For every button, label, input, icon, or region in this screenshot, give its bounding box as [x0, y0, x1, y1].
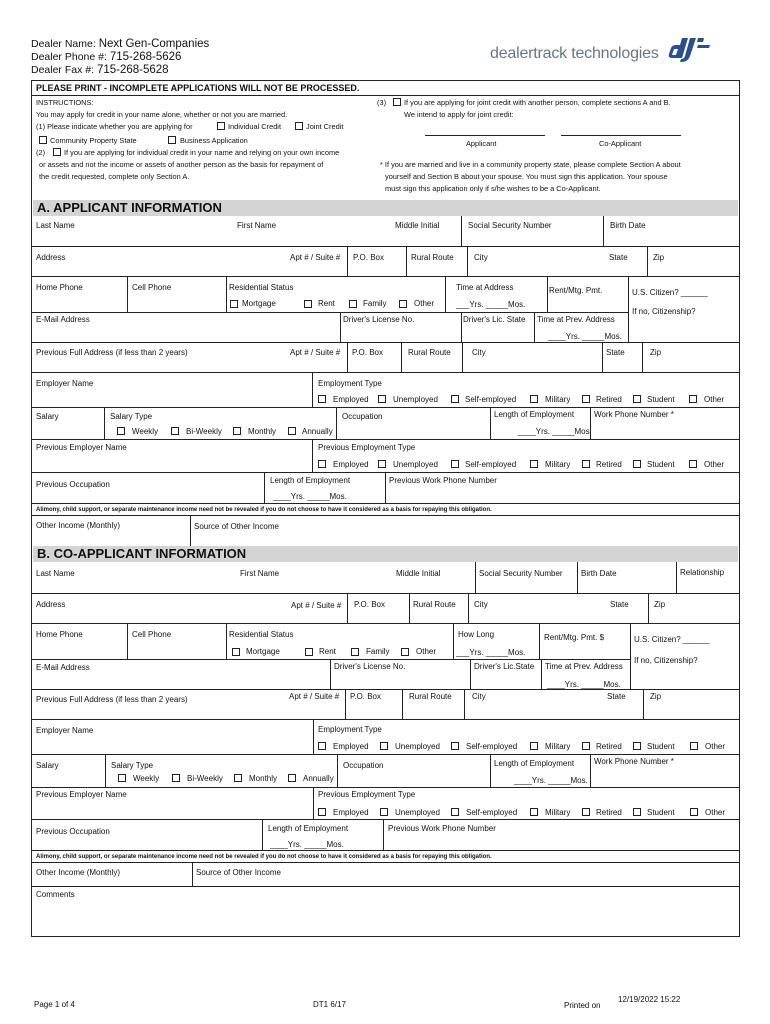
- b-weekly-label: Weekly: [133, 774, 160, 783]
- b-last-name-label: Last Name: [36, 569, 75, 578]
- b-ssn-label: Social Security Number: [479, 569, 563, 578]
- b-prev-work-phone-label: Previous Work Phone Number: [388, 824, 496, 833]
- a-annually-label: Annually: [302, 427, 333, 436]
- b-weekly-checkbox[interactable]: [118, 774, 126, 782]
- a-source-income-label: Source of Other Income: [194, 522, 279, 531]
- a-annually-checkbox[interactable]: [288, 427, 296, 435]
- a-prev-military-label: Military: [545, 460, 571, 469]
- a-ssn-label: Social Security Number: [468, 221, 552, 230]
- business-application-checkbox[interactable]: [168, 136, 176, 144]
- a-drivers-license-label: Driver's License No.: [343, 315, 415, 324]
- a-prev-student-label: Student: [647, 460, 675, 469]
- a-biweekly-label: Bi-Weekly: [186, 427, 222, 436]
- a-rent-mtg-label: Rent/Mtg. Pmt.: [549, 286, 603, 295]
- b-prev-state-label: State: [607, 692, 626, 701]
- a-prev-zip-label: Zip: [650, 348, 662, 357]
- b-unemployed-checkbox[interactable]: [380, 742, 388, 750]
- b-unemployed-label: Unemployed: [395, 742, 440, 751]
- individual-credit-checkbox[interactable]: [217, 122, 225, 130]
- applicant-sign-line[interactable]: [425, 135, 545, 136]
- b-prev-unemployed-label: Unemployed: [395, 808, 440, 817]
- a-prev-other-label: Other: [704, 460, 725, 469]
- a-time-at-address-yrs: ___Yrs. _____Mos.: [456, 300, 526, 309]
- joint-credit-checkbox[interactable]: [295, 122, 303, 130]
- instructions-title: INSTRUCTIONS:: [36, 98, 94, 107]
- instructions-line3-num: (2): [36, 148, 46, 157]
- instructions-line3: If you are applying for individual credit in your name and relying on your own income: [64, 148, 340, 157]
- a-monthly-checkbox[interactable]: [233, 427, 241, 435]
- b-prev-other-checkbox[interactable]: [690, 808, 698, 816]
- a-prev-self-employed-checkbox[interactable]: [451, 460, 459, 468]
- a-military-checkbox[interactable]: [530, 395, 538, 403]
- b-prev-occupation-label: Previous Occupation: [36, 827, 110, 836]
- a-prev-length-emp-label: Length of Employment: [270, 476, 351, 485]
- b-prev-employer-label: Previous Employer Name: [36, 790, 127, 799]
- b-home-phone-label: Home Phone: [36, 630, 83, 639]
- b-biweekly-checkbox[interactable]: [172, 774, 180, 782]
- instructions-line2: (1) Please indicate whether you are applying for: [36, 122, 193, 131]
- b-mortgage-checkbox[interactable]: [232, 648, 240, 656]
- b-prev-unemployed-checkbox[interactable]: [380, 808, 388, 816]
- dealer-name-row: [31, 40, 209, 49]
- a-biweekly-checkbox[interactable]: [171, 427, 179, 435]
- a-middle-initial-label: Middle Initial: [395, 221, 440, 230]
- b-residential-status-label: Residential Status: [229, 630, 294, 639]
- b-rent-label: Rent: [319, 647, 336, 656]
- b-occupation-label: Occupation: [343, 761, 384, 770]
- a-last-name-label: Last Name: [36, 221, 75, 230]
- b-source-income-label: Source of Other Income: [196, 868, 281, 877]
- instructions-r3: yourself and Section B about your spouse. You must sign this application. Your spouse: [385, 172, 668, 181]
- b-comments-label: Comments: [36, 890, 75, 899]
- a-weekly-label: Weekly: [132, 427, 159, 436]
- coapplicant-sign-line[interactable]: [561, 135, 681, 136]
- a-time-prev-label: Time at Prev. Address: [537, 315, 615, 324]
- b-rural-route-label: Rural Route: [413, 600, 456, 609]
- a-unemployed-checkbox[interactable]: [378, 395, 386, 403]
- a-zip-label: Zip: [653, 253, 665, 262]
- a-prev-self-employed-label: Self-employed: [465, 460, 517, 469]
- a-family-label: Family: [363, 299, 387, 308]
- b-length-emp-yrs: ____Yrs. _____Mos.: [514, 776, 588, 785]
- a-prev-other-checkbox[interactable]: [689, 460, 697, 468]
- b-us-citizen-label: U.S. Citizen? ______: [634, 635, 710, 644]
- dealer-phone-row: [31, 53, 181, 62]
- b-prev-po-box-label: P.O. Box: [350, 692, 381, 701]
- a-prev-length-emp-yrs: ____Yrs. _____Mos.: [273, 492, 347, 501]
- a-prev-city-label: City: [472, 348, 486, 357]
- joint-credit-label: Joint Credit: [306, 122, 344, 131]
- a-prev-state-label: State: [606, 348, 625, 357]
- b-employer-label: Employer Name: [36, 726, 94, 735]
- b-other-emp-label: Other: [705, 742, 726, 751]
- a-first-name-label: First Name: [237, 221, 277, 230]
- b-other-income-label: Other Income (Monthly): [36, 868, 121, 877]
- a-unemployed-label: Unemployed: [393, 395, 438, 404]
- b-prev-employed-label: Employed: [333, 808, 369, 817]
- instructions-line3d: the credit requested, complete only Section A.: [39, 172, 190, 181]
- b-zip-label: Zip: [654, 600, 666, 609]
- b-time-prev-label: Time at Prev. Address: [545, 662, 623, 671]
- a-prev-apt-label: Apt # / Suite #: [290, 348, 341, 357]
- a-mortgage-checkbox[interactable]: [230, 300, 238, 308]
- a-prev-employed-label: Employed: [333, 460, 369, 469]
- b-emp-type-label: Employment Type: [318, 725, 382, 734]
- b-military-label: Military: [545, 742, 571, 751]
- a-if-no-citizenship: If no, Citizenship?: [632, 307, 696, 316]
- a-military-label: Military: [545, 395, 571, 404]
- b-apt-label: Apt # / Suite #: [291, 601, 342, 610]
- b-prev-student-label: Student: [647, 808, 675, 817]
- dealer-fax-label: Dealer Fax #:: [31, 64, 95, 76]
- a-other-res-label: Other: [414, 299, 435, 308]
- b-relationship-label: Relationship: [680, 568, 725, 577]
- b-drivers-license-label: Driver's License No.: [334, 662, 406, 671]
- notice-text: PLEASE PRINT - INCOMPLETE APPLICATIONS WILL NOT BE PROCESSED.: [36, 83, 360, 93]
- b-retired-label: Retired: [596, 742, 622, 751]
- a-family-checkbox[interactable]: [349, 300, 357, 308]
- a-length-emp-label: Length of Employment: [494, 410, 575, 419]
- a-prev-unemployed-checkbox[interactable]: [378, 460, 386, 468]
- b-prev-length-emp-label: Length of Employment: [268, 824, 349, 833]
- b-rent-mtg-label: Rent/Mtg. Pmt. $: [544, 633, 605, 642]
- a-apt-label: Apt # / Suite #: [290, 253, 341, 262]
- b-alimony-note: Alimony, child support, or separate maintenance income need not be revealed if you do not choose to have it considered as a basis for repaying this obligation.: [36, 854, 492, 860]
- a-us-citizen-label: U.S. Citizen? ______: [632, 288, 708, 297]
- b-middle-initial-label: Middle Initial: [396, 569, 441, 578]
- a-city-label: City: [474, 253, 488, 262]
- a-employed-label: Employed: [333, 395, 369, 404]
- a-emp-type-label: Employment Type: [318, 379, 382, 388]
- b-city-label: City: [474, 600, 488, 609]
- b-mortgage-label: Mortgage: [246, 647, 280, 656]
- a-self-employed-checkbox[interactable]: [451, 395, 459, 403]
- b-prev-zip-label: Zip: [650, 692, 662, 701]
- a-prev-retired-checkbox[interactable]: [582, 460, 590, 468]
- b-prev-military-checkbox[interactable]: [530, 808, 538, 816]
- dealer-fax-row: [31, 66, 169, 75]
- business-application-label: Business Application: [180, 136, 248, 145]
- a-length-emp-yrs: ____Yrs. _____Mos.: [518, 427, 592, 436]
- a-work-phone-label: Work Phone Number *: [594, 410, 674, 419]
- b-prev-city-label: City: [472, 692, 486, 701]
- b-prev-emp-type-label: Previous Employment Type: [318, 790, 416, 799]
- a-rent-checkbox[interactable]: [304, 300, 312, 308]
- dealer-name-label: Dealer Name:: [31, 38, 96, 50]
- a-student-checkbox[interactable]: [633, 395, 641, 403]
- b-prev-address-label: Previous Full Address (if less than 2 years): [36, 695, 188, 704]
- footer-form-id: DT1 6/17: [313, 1000, 346, 1009]
- a-address-label: Address: [36, 253, 66, 262]
- a-prev-emp-type-label: Previous Employment Type: [318, 443, 416, 452]
- dealer-phone-label: Dealer Phone #:: [31, 51, 107, 63]
- b-cell-phone-label: Cell Phone: [132, 630, 172, 639]
- b-annually-label: Annually: [303, 774, 334, 783]
- b-family-checkbox[interactable]: [351, 648, 359, 656]
- b-address-label: Address: [36, 600, 66, 609]
- coapplicant-label: Co-Applicant: [599, 139, 642, 148]
- b-student-checkbox[interactable]: [633, 742, 641, 750]
- dealer-phone-value: 715-268-5626: [109, 51, 182, 63]
- b-employed-label: Employed: [333, 742, 369, 751]
- a-salary-type-label: Salary Type: [110, 412, 153, 421]
- b-biweekly-label: Bi-Weekly: [187, 774, 223, 783]
- b-salary-type-label: Salary Type: [111, 761, 154, 770]
- b-first-name-label: First Name: [240, 569, 280, 578]
- a-occupation-label: Occupation: [342, 412, 383, 421]
- b-length-emp-label: Length of Employment: [494, 759, 575, 768]
- instructions-r4: must sign this application only if s/he wishes to be a Co-Applicant.: [385, 184, 601, 193]
- a-residential-status-label: Residential Status: [229, 283, 294, 292]
- a-other-emp-label: Other: [704, 395, 725, 404]
- b-prev-self-employed-label: Self-employed: [466, 808, 518, 817]
- b-prev-length-emp-yrs: ____Yrs. _____Mos.: [270, 840, 344, 849]
- b-dl-state-label: Driver's Lic.State: [474, 662, 535, 671]
- a-salary-label: Salary: [36, 412, 59, 421]
- b-rent-checkbox[interactable]: [305, 648, 313, 656]
- instructions-r2: * If you are married and live in a community property state, please complete Section A about: [380, 160, 681, 169]
- footer-printed-date: 12/19/2022 15:22: [618, 995, 681, 1004]
- b-prev-self-employed-checkbox[interactable]: [451, 808, 459, 816]
- b-monthly-label: Monthly: [249, 774, 278, 783]
- instructions-r1-num: (3): [377, 98, 387, 107]
- section-b-title: B. CO-APPLICANT INFORMATION: [33, 546, 738, 562]
- b-other-res-checkbox[interactable]: [401, 648, 409, 656]
- footer-printed-on-label: Printed on: [564, 1001, 601, 1010]
- a-other-emp-checkbox[interactable]: [689, 395, 697, 403]
- b-family-label: Family: [366, 647, 390, 656]
- instructions-line1: You may apply for credit in your name alone, whether or not you are married.: [36, 110, 288, 119]
- a-student-label: Student: [647, 395, 675, 404]
- a-prev-employer-label: Previous Employer Name: [36, 443, 127, 452]
- a-employer-label: Employer Name: [36, 379, 94, 388]
- b-prev-apt-label: Apt # / Suite #: [289, 692, 340, 701]
- b-military-checkbox[interactable]: [530, 742, 538, 750]
- a-home-phone-label: Home Phone: [36, 283, 83, 292]
- b-how-long-yrs: ___Yrs. _____Mos.: [456, 648, 526, 657]
- a-prev-occupation-label: Previous Occupation: [36, 480, 110, 489]
- joint-apply-checkbox[interactable]: [393, 98, 401, 106]
- b-other-res-label: Other: [416, 647, 437, 656]
- a-rent-label: Rent: [318, 299, 335, 308]
- b-how-long-label: How Long: [458, 630, 495, 639]
- a-other-income-label: Other Income (Monthly): [36, 521, 121, 530]
- a-birth-date-label: Birth Date: [610, 221, 646, 230]
- instructions-r1c: We intend to apply for joint credit:: [404, 110, 514, 119]
- instructions-line3c: or assets and not the income or assets of another person as the basis for repayment of: [39, 160, 324, 169]
- a-retired-checkbox[interactable]: [582, 395, 590, 403]
- b-self-employed-label: Self-employed: [466, 742, 518, 751]
- logo-text: dealertrack technologies: [490, 45, 659, 62]
- b-salary-label: Salary: [36, 761, 59, 770]
- a-weekly-checkbox[interactable]: [117, 427, 125, 435]
- b-if-no-citizenship: If no, Citizenship?: [634, 656, 698, 665]
- a-mortgage-label: Mortgage: [242, 299, 276, 308]
- a-prev-unemployed-label: Unemployed: [393, 460, 438, 469]
- a-dl-state-label: Driver's Lic. State: [463, 315, 526, 324]
- b-annually-checkbox[interactable]: [288, 774, 296, 782]
- b-prev-retired-checkbox[interactable]: [582, 808, 590, 816]
- b-email-label: E-Mail Address: [36, 663, 90, 672]
- b-employed-checkbox[interactable]: [318, 742, 326, 750]
- a-cell-phone-label: Cell Phone: [132, 283, 172, 292]
- a-employed-checkbox[interactable]: [318, 395, 326, 403]
- b-prev-military-label: Military: [545, 808, 571, 817]
- b-prev-other-label: Other: [705, 808, 726, 817]
- community-property-label: Community Property State: [50, 136, 137, 145]
- b-work-phone-label: Work Phone Number *: [594, 757, 674, 766]
- a-prev-employed-checkbox[interactable]: [318, 460, 326, 468]
- b-prev-employed-checkbox[interactable]: [318, 808, 326, 816]
- b-other-emp-checkbox[interactable]: [690, 742, 698, 750]
- a-prev-po-box-label: P.O. Box: [352, 348, 383, 357]
- b-po-box-label: P.O. Box: [354, 600, 385, 609]
- b-retired-checkbox[interactable]: [582, 742, 590, 750]
- instructions-r1: If you are applying for joint credit with another person, complete sections A and B.: [404, 98, 671, 107]
- a-time-prev-yrs: ____Yrs. _____Mos.: [548, 332, 622, 341]
- b-self-employed-checkbox[interactable]: [451, 742, 459, 750]
- individual-credit-label: Individual Credit: [228, 122, 281, 131]
- b-prev-retired-label: Retired: [596, 808, 622, 817]
- a-prev-student-checkbox[interactable]: [633, 460, 641, 468]
- a-state-label: State: [609, 253, 628, 262]
- b-state-label: State: [610, 600, 629, 609]
- a-monthly-label: Monthly: [248, 427, 277, 436]
- a-time-at-address-label: Time at Address: [456, 283, 514, 292]
- community-property-checkbox[interactable]: [39, 136, 47, 144]
- a-self-employed-label: Self-employed: [465, 395, 517, 404]
- footer-page-number: Page 1 of 4: [34, 1000, 75, 1009]
- a-prev-work-phone-label: Previous Work Phone Number: [389, 476, 497, 485]
- section-a-title: A. APPLICANT INFORMATION: [33, 200, 738, 216]
- a-rural-route-label: Rural Route: [411, 253, 454, 262]
- b-student-label: Student: [647, 742, 675, 751]
- a-email-label: E-Mail Address: [36, 315, 90, 324]
- dealer-fax-value: 715-268-5628: [96, 64, 169, 76]
- a-retired-label: Retired: [596, 395, 622, 404]
- b-time-prev-yrs: ____Yrs. _____Mos.: [547, 680, 621, 689]
- a-prev-address-label: Previous Full Address (if less than 2 years): [36, 348, 188, 357]
- a-prev-retired-label: Retired: [596, 460, 622, 469]
- a-alimony-note: Alimony, child support, or separate maintenance income need not be revealed if you do not choose to have it considered as a basis for repaying this obligation.: [36, 507, 492, 513]
- individual-only-checkbox[interactable]: [53, 148, 61, 156]
- a-prev-rural-route-label: Rural Route: [408, 348, 451, 357]
- b-monthly-checkbox[interactable]: [234, 774, 242, 782]
- b-prev-student-checkbox[interactable]: [633, 808, 641, 816]
- dealer-name-value: Next Gen-Companies: [98, 38, 210, 50]
- b-birth-date-label: Birth Date: [581, 569, 617, 578]
- dealertrack-logo-icon: [668, 36, 712, 64]
- applicant-label: Applicant: [466, 139, 497, 148]
- b-prev-rural-route-label: Rural Route: [409, 692, 452, 701]
- a-po-box-label: P.O. Box: [353, 253, 384, 262]
- a-prev-military-checkbox[interactable]: [530, 460, 538, 468]
- a-other-res-checkbox[interactable]: [399, 300, 407, 308]
